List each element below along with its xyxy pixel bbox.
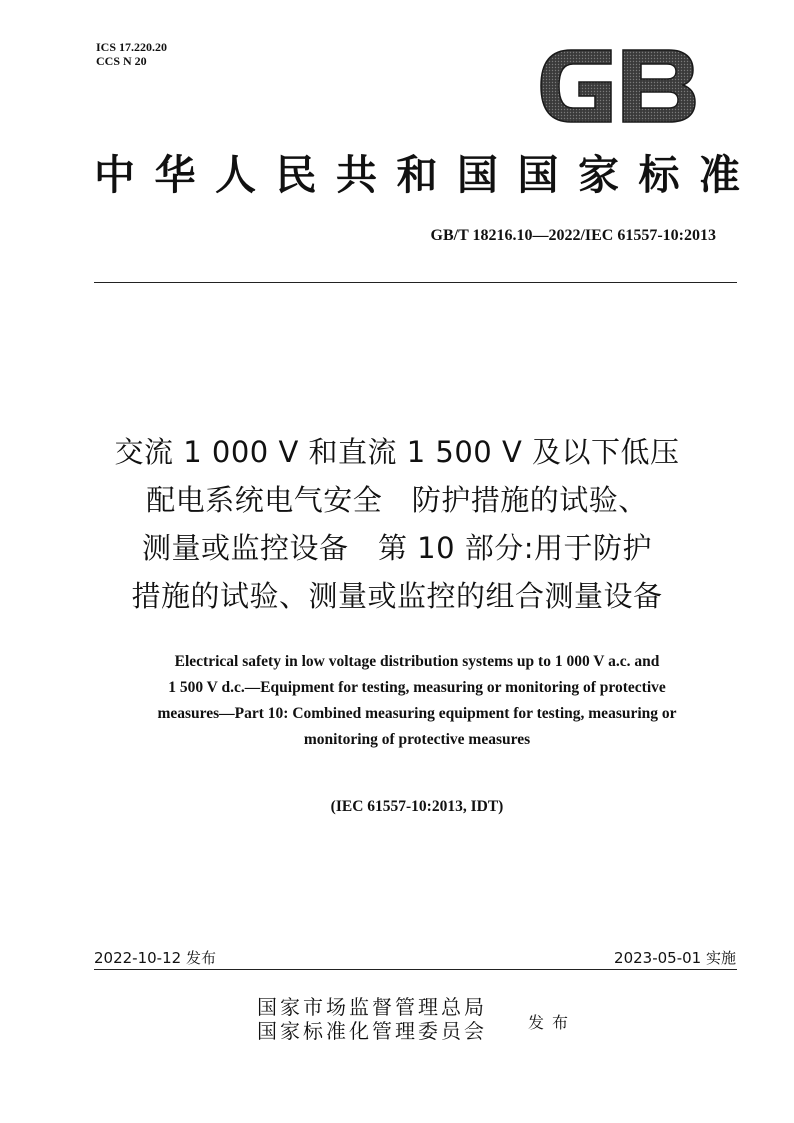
title-char: 民 <box>275 151 317 199</box>
chinese-title-line: 配电系统电气安全 防护措施的试验、 <box>146 483 648 517</box>
title-char: 中 <box>94 151 135 199</box>
implementation-date: 2023-05-01 实施 <box>614 949 736 967</box>
english-title-line: measures—Part 10: Combined measuring equipment for testing, measuring or <box>157 705 677 722</box>
english-title-line: 1 500 V d.c.—Equipment for testing, measuring or monitoring of protective <box>168 679 666 696</box>
iec-equivalence: (IEC 61557-10:2013, IDT) <box>330 798 504 815</box>
chinese-title-line: 测量或监控设备 第 10 部分:用于防护 <box>141 531 653 565</box>
gb-logo <box>539 48 697 124</box>
english-title-line: Electrical safety in low voltage distribution systems up to 1 000 V a.c. and <box>174 653 660 670</box>
title-char: 和 <box>396 151 438 199</box>
chinese-title-line: 措施的试验、测量或监控的组合测量设备 <box>131 579 663 613</box>
standard-number: GB/T 18216.10—2022/IEC 61557-10:2013 <box>430 227 716 244</box>
title-char: 共 <box>336 151 377 199</box>
issuer-samr: 国家市场监督管理总局 <box>257 995 487 1019</box>
title-char: 人 <box>215 151 256 199</box>
issue-date: 2022-10-12 发布 <box>94 949 216 967</box>
publish-label: 发布 <box>528 1013 577 1032</box>
issuing-authorities <box>257 995 487 1043</box>
chinese-title <box>60 428 734 620</box>
top-divider <box>94 282 737 283</box>
bottom-divider <box>94 969 737 970</box>
english-title-line: monitoring of protective measures <box>303 731 531 748</box>
title-char: 国 <box>457 151 498 199</box>
title-char: 准 <box>699 151 740 199</box>
national-standard-title <box>94 148 740 202</box>
chinese-title-line: 交流 1 000 V 和直流 1 500 V 及以下低压 <box>114 435 680 469</box>
issuer-sac: 国家标准化管理委员会 <box>257 1019 487 1043</box>
ics-code: ICS 17.220.20 <box>96 40 168 54</box>
title-char: 标 <box>638 151 680 199</box>
title-char: 家 <box>578 151 619 199</box>
ccs-code: CCS N 20 <box>96 54 147 68</box>
title-char: 华 <box>154 151 196 199</box>
title-char: 国 <box>517 151 559 199</box>
english-title <box>80 649 754 753</box>
